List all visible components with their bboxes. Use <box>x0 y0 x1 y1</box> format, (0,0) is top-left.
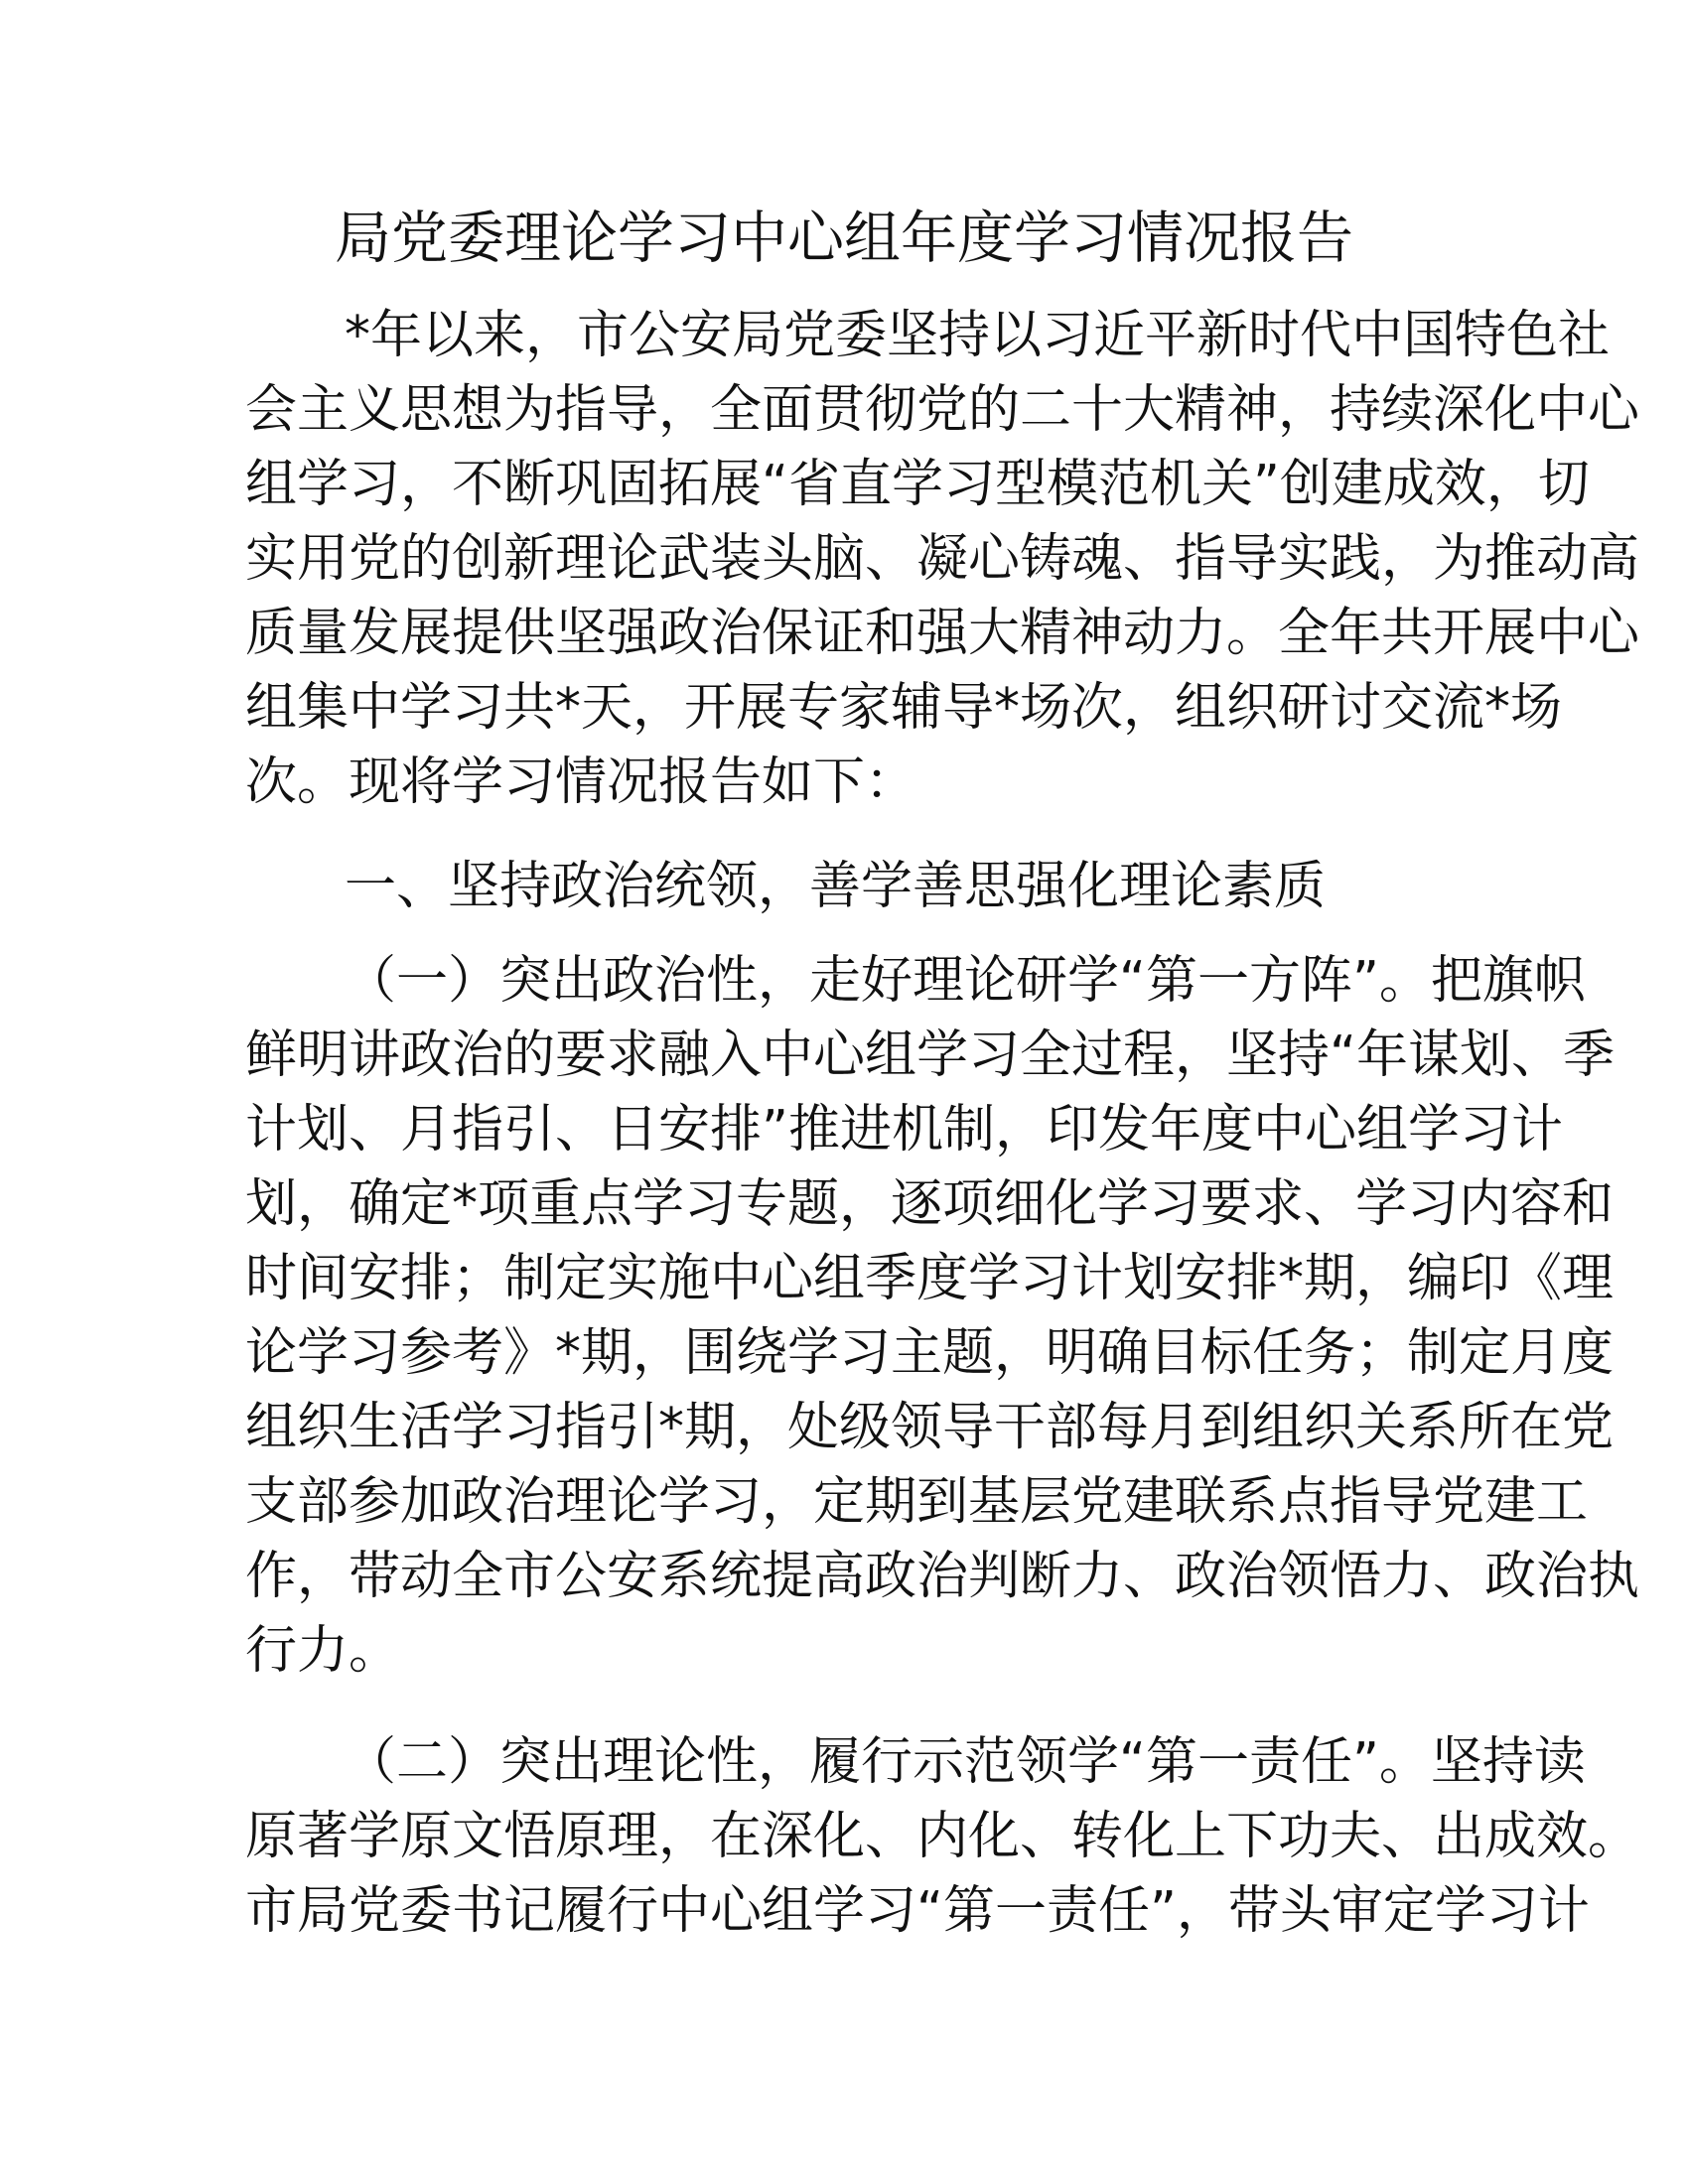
text-line: 行力。 <box>245 1621 401 1681</box>
text-line: 一、坚持政治统领，善学善思强化理论素质 <box>345 857 1327 916</box>
text-line: 组学习，不断巩固拓展“省直学习型模范机关”创建成效，切 <box>245 455 1590 514</box>
text-line: 划，确定*项重点学习专题，逐项细化学习要求、学习内容和 <box>245 1174 1615 1234</box>
text-line: 支部参加政治理论学习，定期到基层党建联系点指导党建工 <box>245 1472 1589 1532</box>
text-line: 原著学原文悟原理，在深化、内化、转化上下功夫、出成效。 <box>245 1807 1640 1866</box>
text-line: 论学习参考》*期，围绕学习主题，明确目标任务；制定月度 <box>245 1323 1615 1383</box>
text-line: 组织生活学习指引*期，处级领导干部每月到组织关系所在党 <box>245 1398 1615 1457</box>
text-line: *年以来，市公安局党委坚持以习近平新时代中国特色社 <box>345 306 1611 365</box>
document-title: 局党委理论学习中心组年度学习情况报告 <box>335 205 1353 271</box>
text-line: 市局党委书记履行中心组学习“第一责任”，带头审定学习计 <box>245 1881 1590 1941</box>
text-line: 鲜明讲政治的要求融入中心组学习全过程，坚持“年谋划、季 <box>245 1025 1615 1085</box>
text-line: （二）突出理论性，履行示范领学“第一责任”。坚持读 <box>345 1732 1586 1792</box>
text-line: 次。现将学习情况报告如下： <box>245 752 917 812</box>
text-line: （一）突出政治性，走好理论研学“第一方阵”。把旗帜 <box>345 951 1586 1011</box>
section-heading-1 <box>245 850 1425 924</box>
intro-paragraph <box>245 299 1640 820</box>
text-line: 会主义思想为指导，全面贯彻党的二十大精神，持续深化中心 <box>245 380 1640 440</box>
text-line: 实用党的创新理论武装头脑、凝心铸魂、指导实践，为推动高 <box>245 529 1640 589</box>
text-line: 组集中学习共*天，开展专家辅导*场次，组织研讨交流*场 <box>245 678 1563 738</box>
text-line: 计划、月指引、日安排”推进机制，印发年度中心组学习计 <box>245 1100 1563 1160</box>
text-line: 作，带动全市公安系统提高政治判断力、政治领悟力、政治执 <box>245 1547 1640 1606</box>
text-line: 时间安排；制定实施中心组季度学习计划安排*期，编印《理 <box>245 1249 1615 1308</box>
subsection-2-paragraph <box>245 1725 1640 1949</box>
text-line: 质量发展提供坚强政治保证和强大精神动力。全年共开展中心 <box>245 604 1640 663</box>
subsection-1-paragraph <box>245 944 1640 1689</box>
